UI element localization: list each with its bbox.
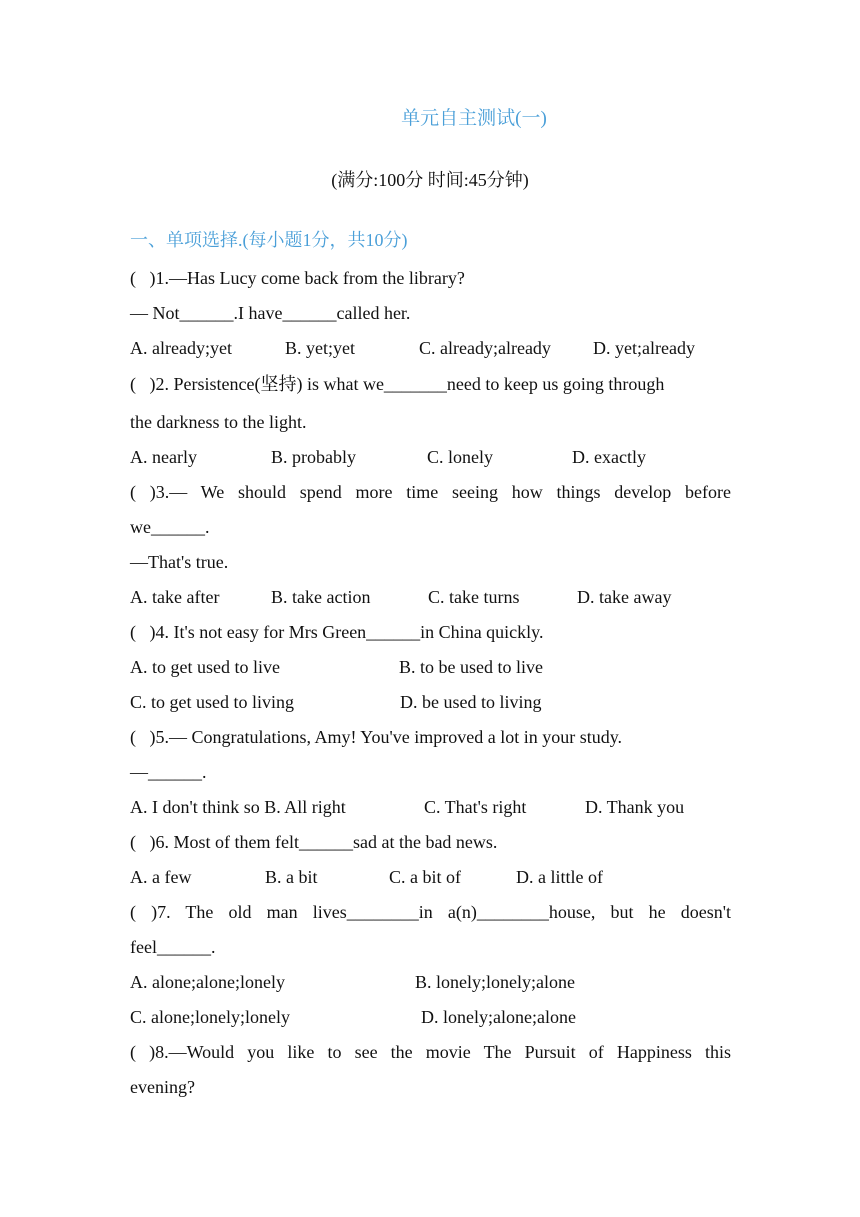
question-6-stem: ( )6. Most of them felt______sad at the bad news. <box>130 832 498 852</box>
option-a: A. nearly <box>130 447 197 467</box>
question-1-line2: — Not______.I have______called her. <box>130 303 411 323</box>
question-8-stem: ( )8.—Would you like to see the movie The Pursuit of Happiness this <box>130 1042 731 1062</box>
question-3-options <box>130 586 750 608</box>
option-c: C. to get used to living <box>130 692 294 712</box>
question-4-stem: ( )4. It's not easy for Mrs Green______in China quickly. <box>130 622 544 642</box>
option-d: D. yet;already <box>593 338 695 358</box>
page-title: 单元自主测试(一) <box>401 108 547 129</box>
option-a: A. take after <box>130 587 220 607</box>
option-b: B. lonely;lonely;alone <box>415 972 575 992</box>
question-7-line2: feel______. <box>130 937 216 957</box>
option-d: D. take away <box>577 587 672 607</box>
question-1-stem: ( )1.—Has Lucy come back from the library? <box>130 268 465 288</box>
option-b: B. probably <box>271 447 356 467</box>
option-a: A. to get used to live <box>130 657 280 677</box>
option-d: D. lonely;alone;alone <box>421 1007 576 1027</box>
option-d: D. Thank you <box>585 797 685 817</box>
page-subtitle: (满分:100分 时间:45分钟) <box>331 170 529 190</box>
question-5-stem: ( )5.— Congratulations, Amy! You've improved a lot in your study. <box>130 727 623 747</box>
option-d: D. exactly <box>572 447 646 467</box>
question-2-options <box>130 446 750 468</box>
question-7-options-row1 <box>130 971 750 993</box>
option-c: C. take turns <box>428 587 520 607</box>
section-heading: 一、单项选择.(每小题1分，共10分) <box>130 230 408 250</box>
question-8-line2: evening? <box>130 1077 195 1097</box>
question-1-options <box>130 337 750 359</box>
option-b: B. take action <box>271 587 371 607</box>
option-ab: A. I don't think so B. All right <box>130 797 346 817</box>
question-6-options <box>130 866 750 888</box>
question-3-line3: —That's true. <box>130 552 229 572</box>
option-a: A. a few <box>130 867 192 887</box>
option-b: B. yet;yet <box>285 338 355 358</box>
option-b: B. to be used to live <box>399 657 543 677</box>
option-c: C. alone;lonely;lonely <box>130 1007 290 1027</box>
question-4-options-row1 <box>130 656 750 678</box>
option-a: A. alone;alone;lonely <box>130 972 285 992</box>
question-4-options-row2 <box>130 691 750 713</box>
option-c: C. already;already <box>419 338 551 358</box>
option-a: A. already;yet <box>130 338 232 358</box>
question-3-stem: ( )3.— We should spend more time seeing how things develop before <box>130 482 731 502</box>
question-5-options <box>130 796 750 818</box>
question-2-stem: ( )2. Persistence(坚持) is what we_______need to keep us going through <box>130 374 665 394</box>
option-d: D. a little of <box>516 867 603 887</box>
question-2-line2: the darkness to the light. <box>130 412 307 432</box>
question-7-stem: ( )7. The old man lives________in a(n)________house, but he doesn't <box>130 902 731 922</box>
option-c: C. That's right <box>424 797 527 817</box>
option-d: D. be used to living <box>400 692 542 712</box>
option-b: B. a bit <box>265 867 318 887</box>
question-5-line2: —______. <box>130 762 207 782</box>
question-3-line2: we______. <box>130 517 210 537</box>
option-c: C. a bit of <box>389 867 461 887</box>
question-7-options-row2 <box>130 1006 750 1028</box>
option-c: C. lonely <box>427 447 493 467</box>
